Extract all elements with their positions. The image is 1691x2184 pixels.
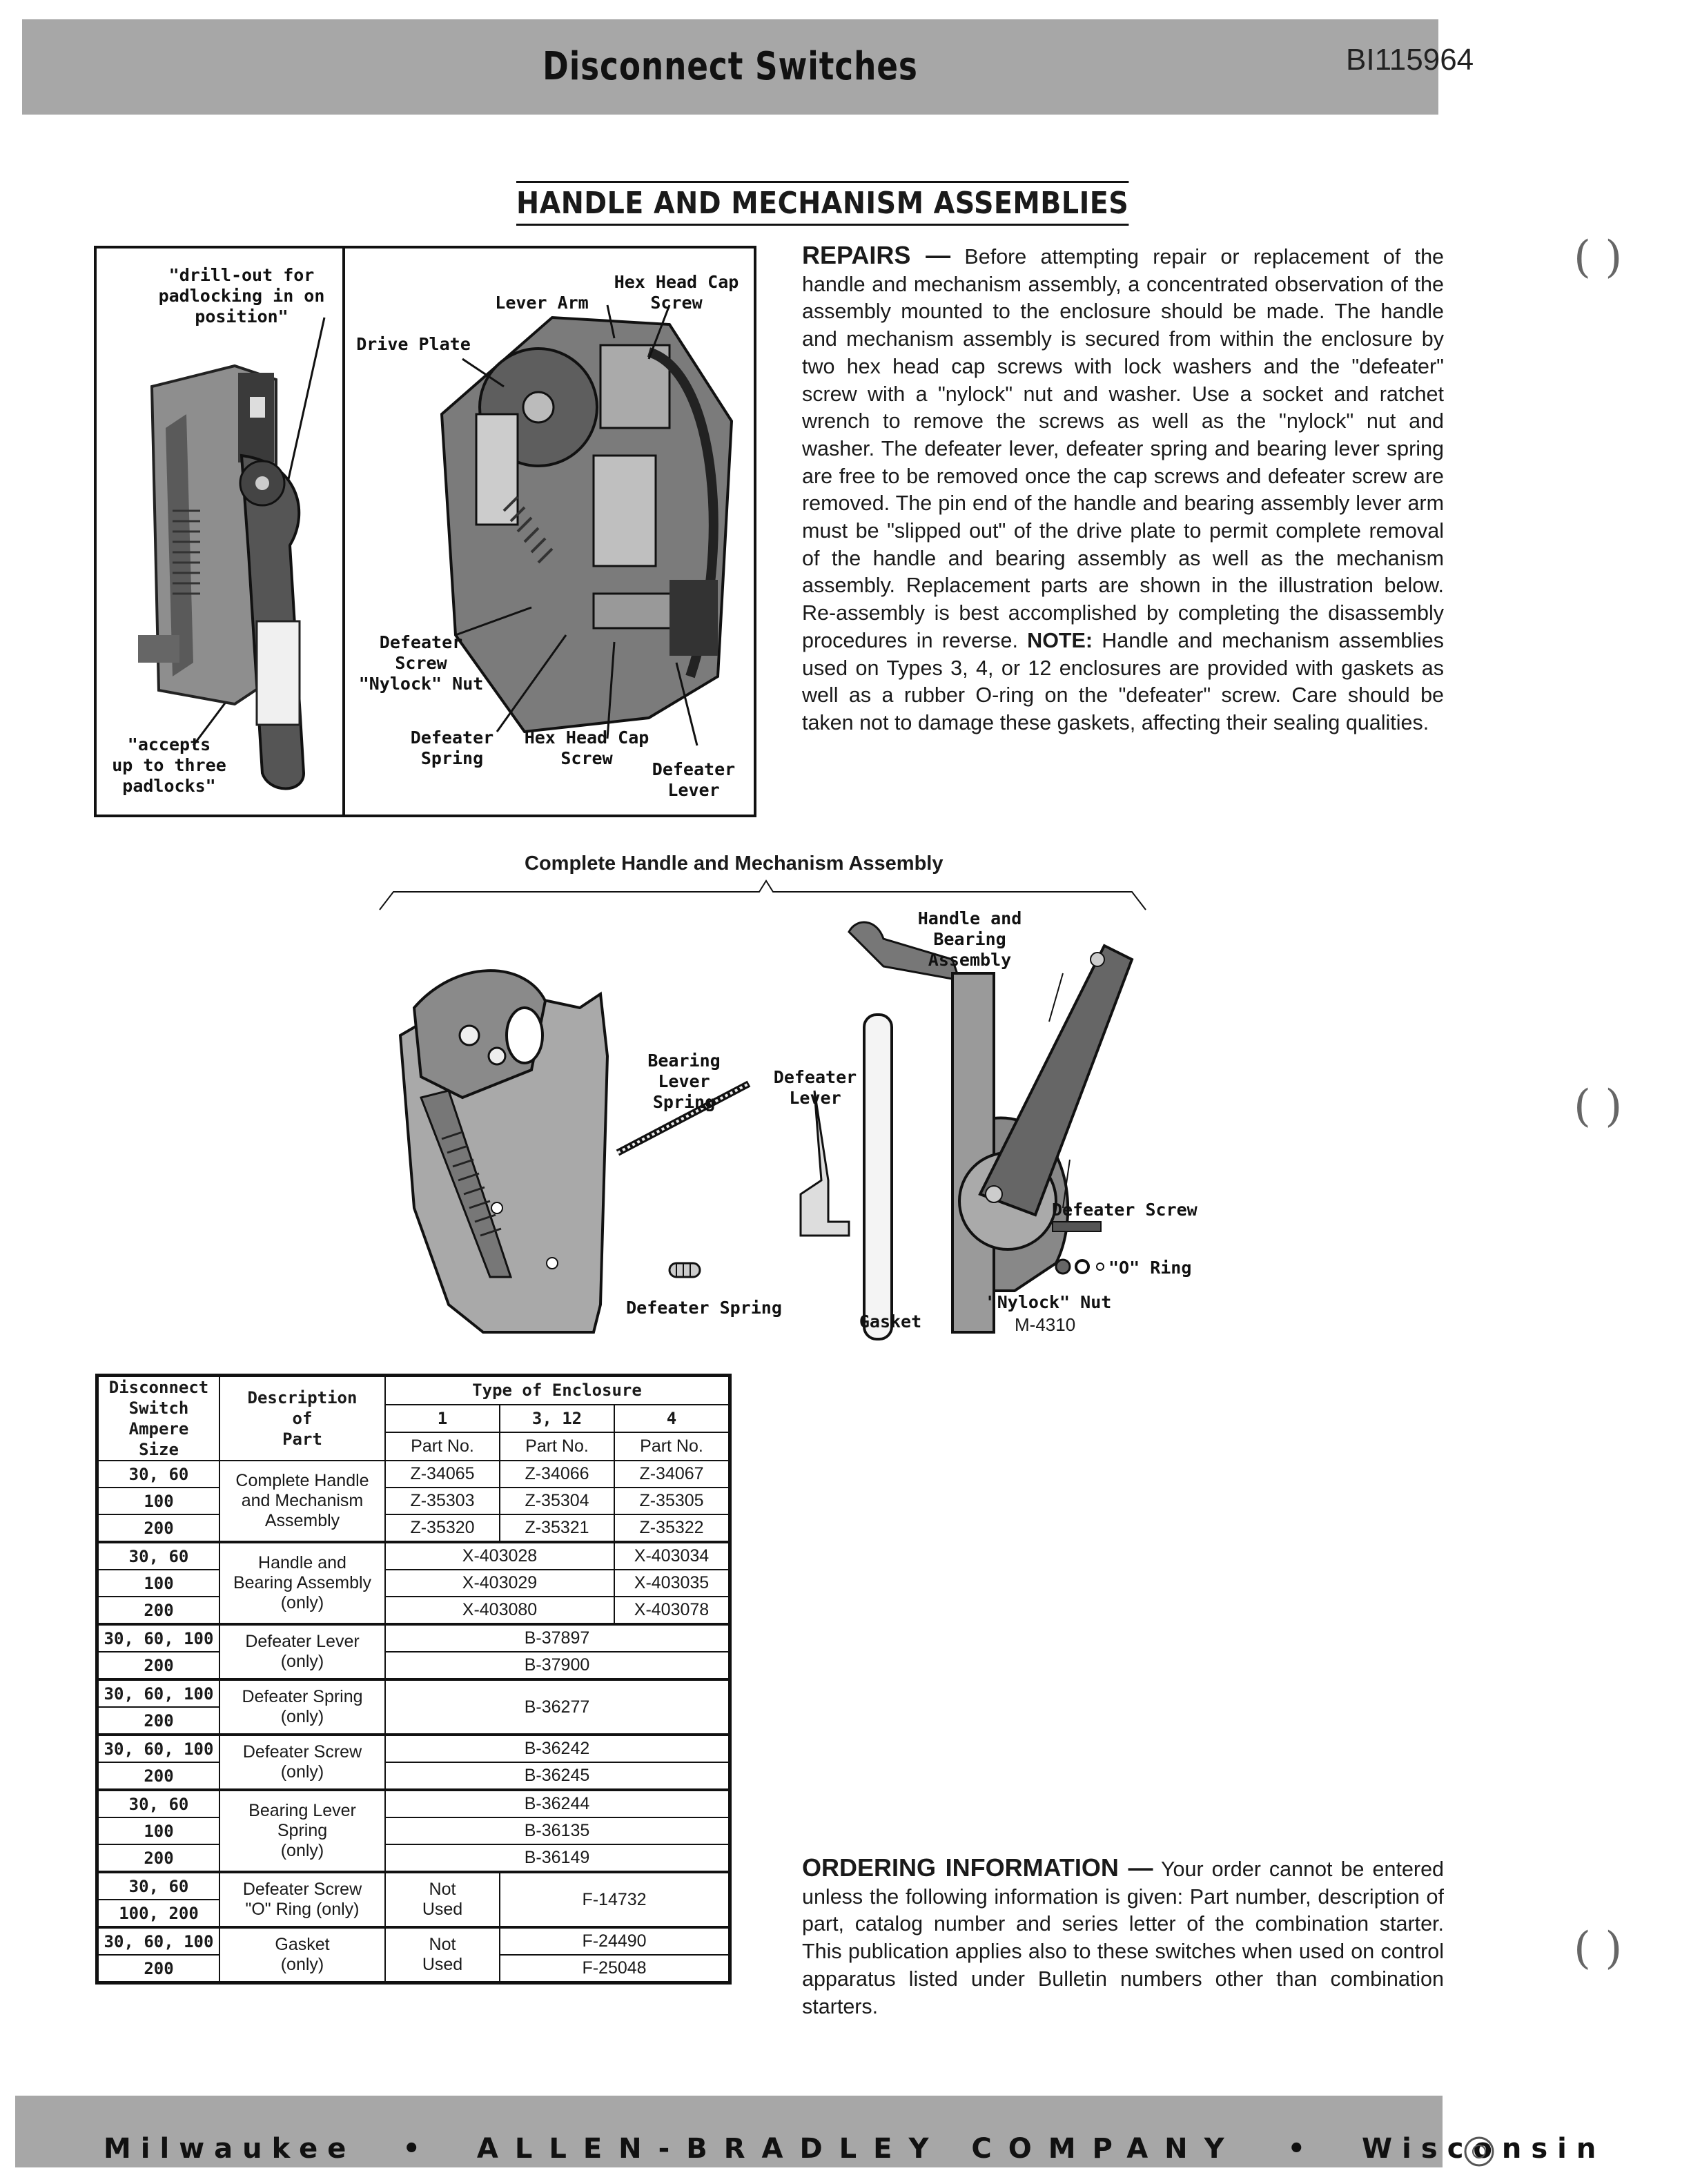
note-label: NOTE: xyxy=(1027,628,1093,652)
part-description: Defeater Screw "O" Ring (only) xyxy=(219,1872,385,1927)
part-description: Bearing Lever Spring (only) xyxy=(219,1790,385,1872)
defeater-screw-label: Defeater Screw "Nylock" Nut xyxy=(358,632,484,694)
o-ring-label: "O" Ring xyxy=(1108,1258,1192,1278)
table-header-type-4: 4 xyxy=(614,1405,730,1433)
table-row: 200 B-36149 xyxy=(97,1844,730,1872)
repairs-body: Before attempting repair or replacement of the handle and mechanism assembly, a concentrated observation of the assembly mounted to the enclosure should be made. The handle and mechanism assembly is secured from within the enclosure by two hex head cap screws with lock washers and the "defeater" screw with a "nylock" nut and washer. Use a socket and ratchet wrench to remove the screws as well as the "nylock" nut and washer. The defeater lever, defeater spring and bearing lever spring are free to be removed once the cap screws and defeater screw are removed. The pin end of the handle and bearing assembly lever arm must be "slipped out" of the drive plate to permit complete removal of the handle and bearing assembly as well as the mechanism assembly. Replacement parts are shown in the illustration below. Re-assembly is best accomplished by completing the disassembly procedures in reverse. xyxy=(802,245,1444,652)
gasket-label: Gasket xyxy=(859,1312,922,1332)
table-header-description: Description of Part xyxy=(219,1376,385,1461)
part-no-header: Part No. xyxy=(614,1432,730,1461)
page-title: Disconnect Switches xyxy=(543,44,918,89)
ordering-body: Your order cannot be entered unless the following information is given: Part number, description of part, catalog number and series letter of the combination starter. This publication applies also to these switches when used on control apparatus listed under Bulletin numbers other than combination starters. xyxy=(802,1858,1444,2018)
note-body: Handle and mechanism assemblies used on Types 3, 4, or 12 enclosures are provided with gaskets as well as a rubber O-ring on the "defeater" screw. Care should be taken not to damage these gaskets, affecting their sealing qualities. xyxy=(802,628,1444,734)
table-row: 30, 60 Handle and Bearing Assembly (only) X-403028 X-403034 xyxy=(97,1542,730,1570)
margin-mark: ( ) xyxy=(1574,1081,1623,1132)
defeater-screw-assembly-label: Defeater Screw xyxy=(1052,1200,1198,1220)
bearing-lever-spring-label: Bearing Lever Spring xyxy=(647,1051,721,1112)
padlock-figure xyxy=(94,246,345,817)
repairs-paragraph xyxy=(802,242,1444,737)
ordering-heading: ORDERING INFORMATION — xyxy=(802,1853,1153,1882)
table-row: 30, 60, 100 Defeater Screw (only) B-36242 xyxy=(97,1735,730,1762)
margin-mark: ( ) xyxy=(1574,1923,1623,1974)
drill-out-callout: "drill-out for padlocking in on position" xyxy=(158,265,325,326)
footer-company-line: Milwaukee • ALLEN-BRADLEY COMPANY • Wisconsin xyxy=(104,2133,1606,2165)
part-description: Defeater Screw (only) xyxy=(219,1735,385,1790)
table-row: 30, 60 Complete Handle and Mechanism Assembly Z-34065 Z-34066 Z-34067 xyxy=(97,1461,730,1488)
table-row: 30, 60, 100 Defeater Lever (only) B-37897 xyxy=(97,1624,730,1652)
table-row: 30, 60 Bearing Lever Spring (only) B-36244 xyxy=(97,1790,730,1817)
margin-mark: ( ) xyxy=(1574,232,1623,283)
table-row: 100 Z-35303 Z-35304 Z-35305 xyxy=(97,1488,730,1514)
table-header-size: Disconnect Switch Ampere Size xyxy=(97,1376,220,1461)
table-header-type: Type of Enclosure xyxy=(385,1376,730,1405)
drive-plate-label: Drive Plate xyxy=(356,334,471,354)
table-row: 200 Z-35320 Z-35321 Z-35322 xyxy=(97,1514,730,1542)
defeater-spring-assembly-label: Defeater Spring xyxy=(626,1298,782,1318)
exploded-assembly-illustration xyxy=(373,918,1270,1360)
table-row: 30, 60, 100 Gasket (only) Not Used F-24490 xyxy=(97,1927,730,1955)
table-row: 100 X-403029 X-403035 xyxy=(97,1570,730,1597)
handle-padlock-illustration xyxy=(97,248,342,815)
not-used-cell: Not Used xyxy=(385,1872,500,1927)
table-row: 100 B-36135 xyxy=(97,1817,730,1844)
part-description: Handle and Bearing Assembly (only) xyxy=(219,1542,385,1624)
hex-head-cap-screw-label-top: Hex Head Cap Screw xyxy=(614,272,739,313)
union-label-icon xyxy=(1462,2134,1496,2169)
part-no-header: Part No. xyxy=(385,1432,500,1461)
table-row: 200 F-25048 xyxy=(97,1955,730,1983)
table-row: 100, 200 xyxy=(97,1900,730,1927)
repairs-heading: REPAIRS — xyxy=(802,241,951,269)
lever-arm-label: Lever Arm xyxy=(495,293,589,313)
table-row: 200 X-403080 X-403078 xyxy=(97,1597,730,1624)
part-description: Defeater Lever (only) xyxy=(219,1624,385,1679)
assembly-caption: Complete Handle and Mechanism Assembly xyxy=(525,852,944,875)
table-row: 30, 60 Defeater Screw "O" Ring (only) Not Used F-14732 xyxy=(97,1872,730,1900)
table-header-type-3-12: 3, 12 xyxy=(500,1405,614,1433)
defeater-lever-assembly-label: Defeater Lever xyxy=(773,1067,857,1108)
table-row: 200 xyxy=(97,1707,730,1735)
part-description: Defeater Spring (only) xyxy=(219,1679,385,1735)
section-title: HANDLE AND MECHANISM ASSEMBLIES xyxy=(516,181,1128,226)
header-bar xyxy=(22,19,1438,115)
table-header-type-1: 1 xyxy=(385,1405,500,1433)
mechanism-figure xyxy=(342,246,756,817)
accepts-padlocks-callout: "accepts up to three padlocks" xyxy=(112,734,226,796)
defeater-spring-label: Defeater Spring xyxy=(410,728,494,768)
part-description: Complete Handle and Mechanism Assembly xyxy=(219,1461,385,1542)
table-row: 30, 60, 100 Defeater Spring (only) B-36277 xyxy=(97,1679,730,1707)
figure-number: M-4310 xyxy=(1015,1314,1076,1335)
defeater-lever-label: Defeater Lever xyxy=(652,759,736,800)
document-id: BI115964 xyxy=(1346,43,1474,77)
parts-table xyxy=(95,1374,732,1985)
table-row: 200 B-37900 xyxy=(97,1652,730,1679)
part-no-header: Part No. xyxy=(500,1432,614,1461)
nylock-nut-label: "Nylock" Nut xyxy=(986,1292,1112,1312)
table-row: 200 B-36245 xyxy=(97,1762,730,1790)
part-description: Gasket (only) xyxy=(219,1927,385,1983)
handle-bearing-label: Handle and Bearing Assembly xyxy=(917,908,1022,970)
not-used-cell: Not Used xyxy=(385,1927,500,1983)
ordering-paragraph xyxy=(802,1854,1444,2020)
hex-head-cap-screw-label-bottom: Hex Head Cap Screw xyxy=(524,728,649,768)
